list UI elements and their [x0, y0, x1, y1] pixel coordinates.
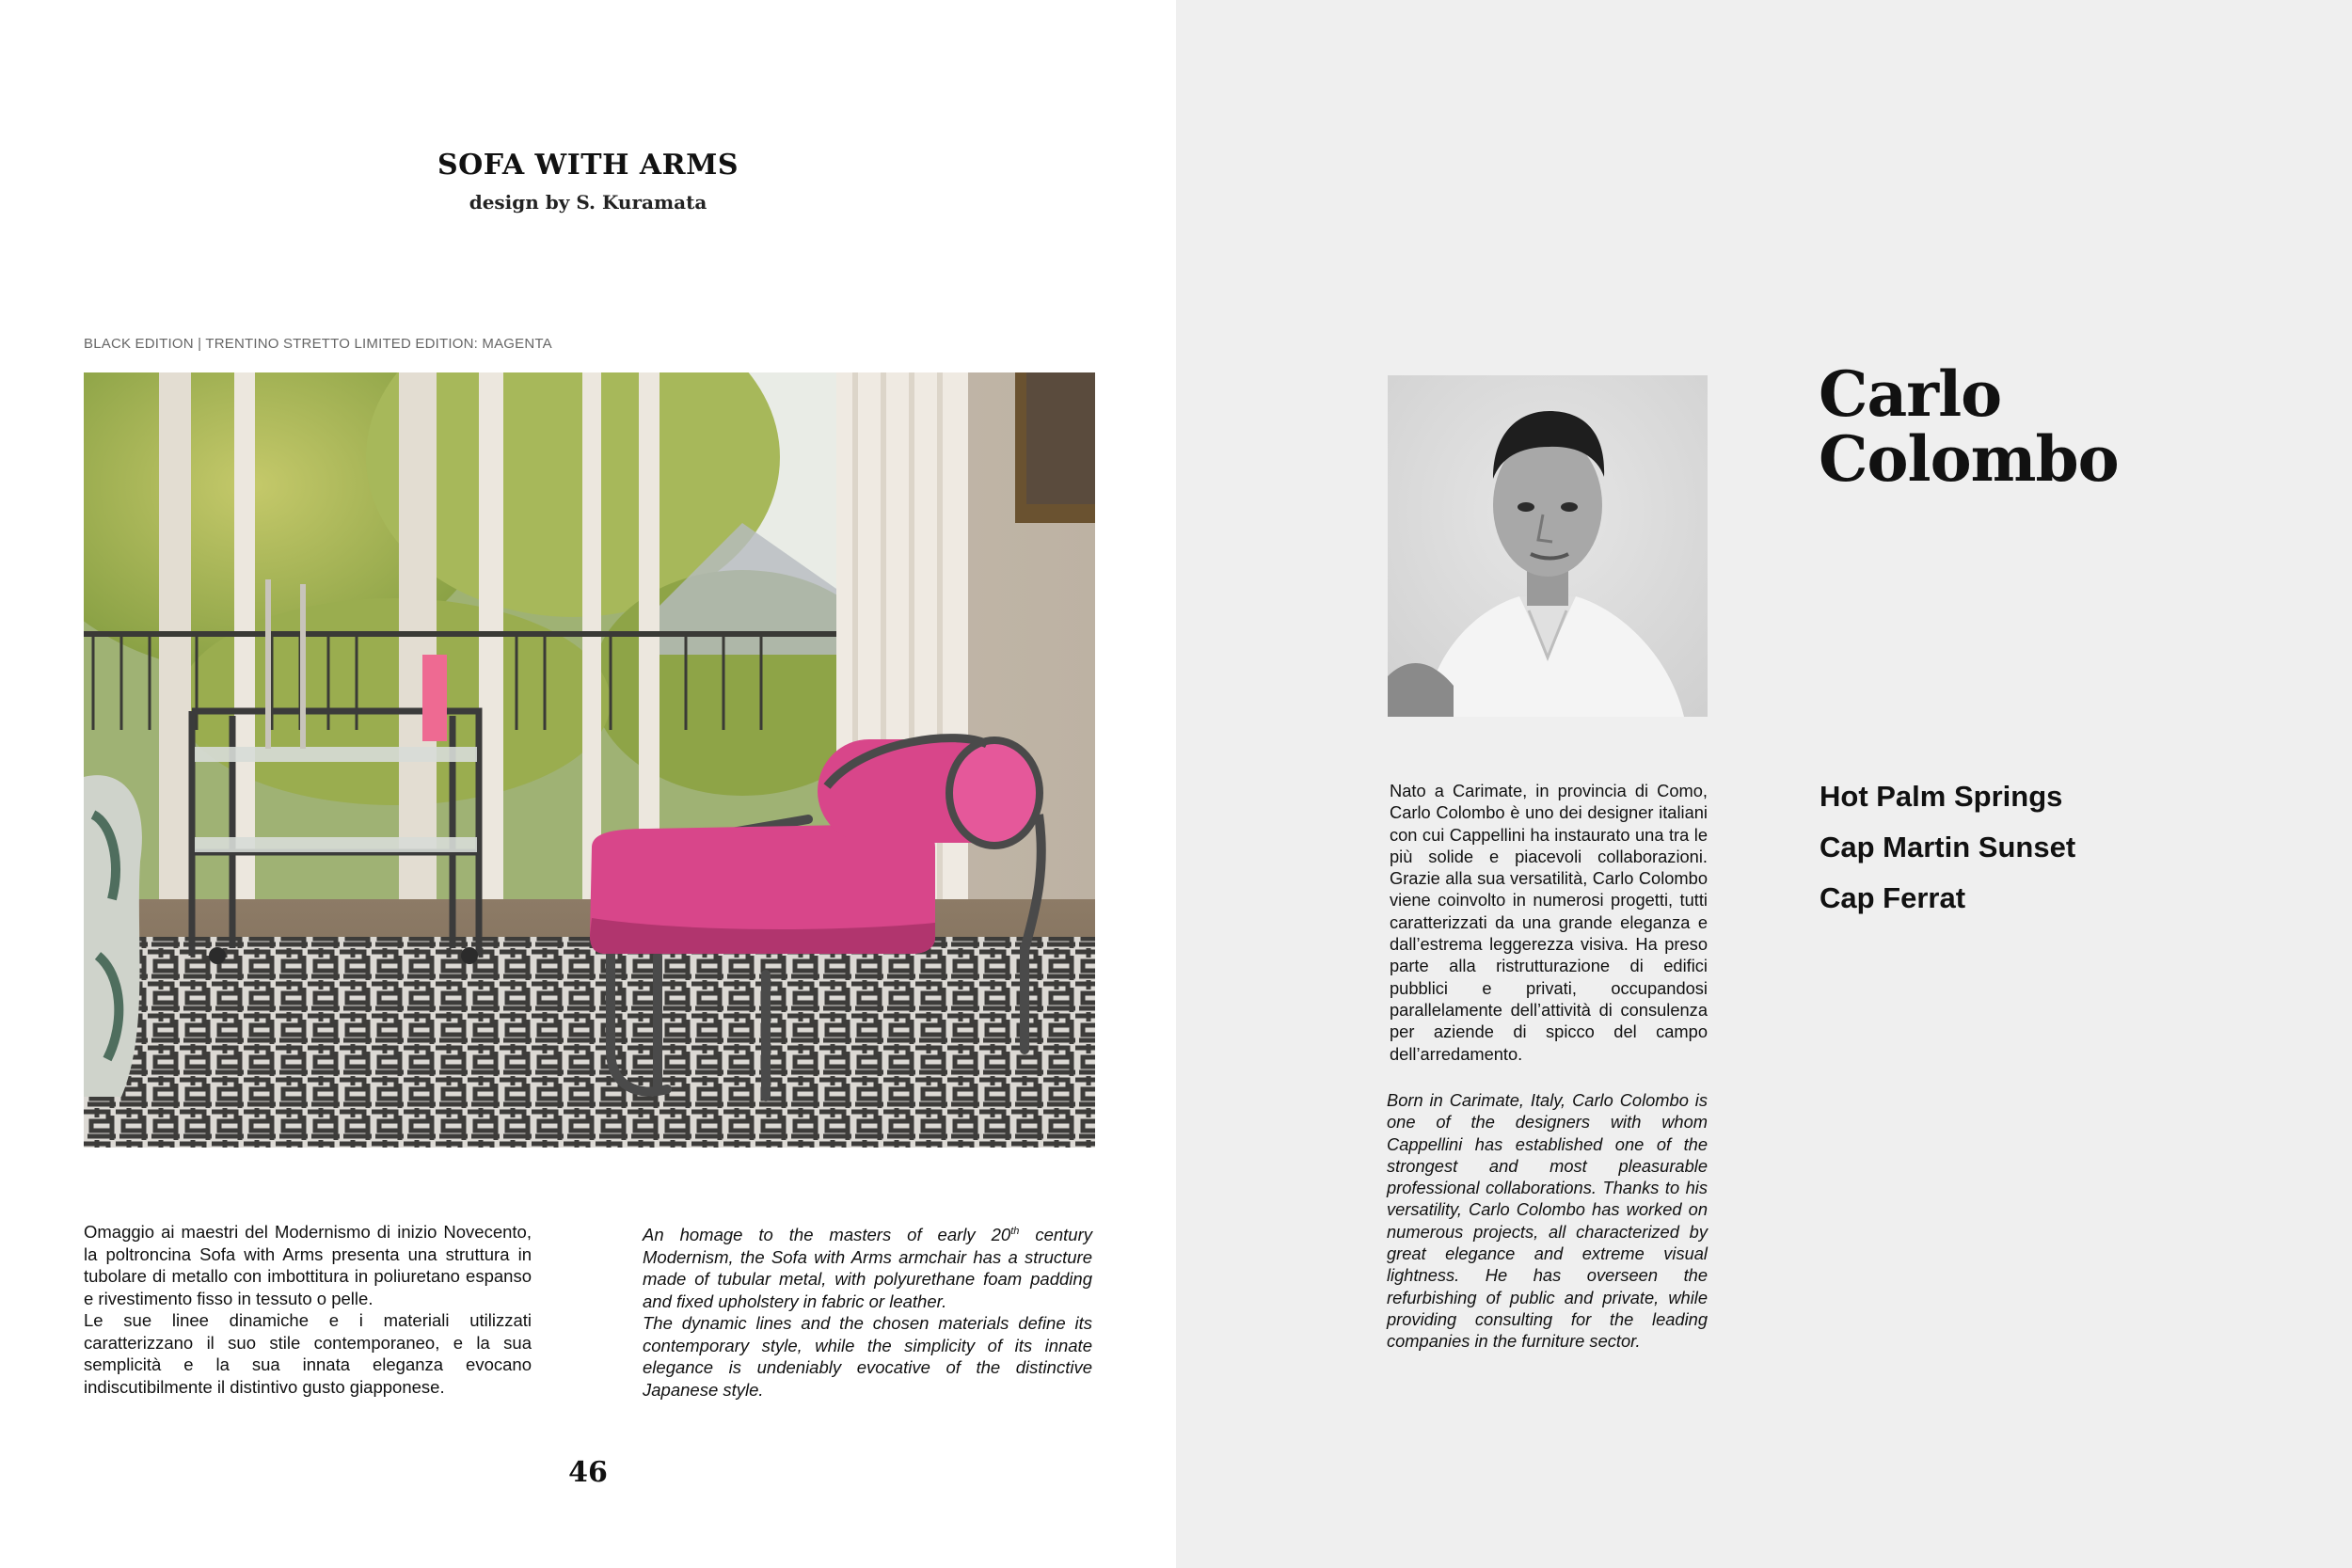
living-room-photo	[84, 372, 1095, 1148]
description-it	[84, 1221, 532, 1398]
bio-en: Born in Carimate, Italy, Carlo Colombo is one of the designers with whom Cappellini has established one of the strongest and most pleasurable professional collaborations. Thanks to his versatility, Carlo Colombo has worked on numerous projects, all characterized by great elegance and extreme visual lightness. He has overseen the refurbishing of public and private, while providing consulting for the leading companies in the furniture sector.	[1387, 1090, 1708, 1352]
collections-list	[1820, 771, 2075, 924]
designer-first-name: Carlo	[1819, 357, 2002, 431]
ordinal-suffix: th	[1010, 1226, 1020, 1237]
collection-item: Cap Martin Sunset	[1820, 831, 2076, 863]
photo-caption: BLACK EDITION | TRENTINO STRETTO LIMITED EDITION: MAGENTA	[84, 336, 552, 352]
designer-last-name: Colombo	[1819, 422, 2119, 496]
product-title: SOFA WITH ARMS	[437, 149, 739, 182]
bio-it: Nato a Carimate, in provincia di Como, Carlo Colombo è uno dei designer italiani con cui Cappellini ha instaurato una tra le più solide e piacevoli collaborazioni. Grazie alla sua versatilità, Carlo Colombo viene coinvolto in numerosi progetti, tutti caratterizzati da una grande eleganza e dall’estrema leggerezza visiva. Ha preso parte alla ristrutturazione di edifici pubblici e privati, occupandosi parallelamente dell’attività di consulenza per aziende di spicco del campo dell’arredamento.	[1390, 781, 1708, 1064]
product-designer: design by S. Kuramata	[469, 191, 707, 214]
designer-name	[1819, 357, 2119, 496]
description-it-paragraph-2: Le sue linee dinamiche e i materiali utilizzati caratterizzano il suo stile contemporaneo, e la sua semplicità e la sua innata eleganza evocano indiscutibilmente il distintivo gusto giapponese.	[84, 1310, 532, 1397]
page-number: 46	[568, 1456, 608, 1489]
description-en	[643, 1221, 1092, 1401]
description-en-paragraph-1	[643, 1221, 1092, 1312]
designer-portrait	[1388, 375, 1708, 717]
collection-item: Cap Ferrat	[1820, 881, 1966, 914]
collection-item: Hot Palm Springs	[1820, 780, 2063, 813]
right-page	[1176, 0, 2352, 1568]
description-en-text-b: century Modernism, the Sofa with Arms armchair has a structure made of tubular metal, with polyurethane foam padding and fixed upholstery in fabric or leather.	[643, 1225, 1092, 1311]
description-it-paragraph-1: Omaggio ai maestri del Modernismo di inizio Novecento, la poltroncina Sofa with Arms presenta una struttura in tubolare di metallo con imbottitura in poliuretano espanso e rivestimento fisso in tessuto o pelle.	[84, 1222, 532, 1308]
description-en-text-a: An homage to the masters of early 20	[643, 1225, 1011, 1245]
description-en-paragraph-2: The dynamic lines and the chosen materials define its contemporary style, while the simplicity of its innate elegance is undeniably evocative of the distinctive Japanese style.	[643, 1313, 1092, 1400]
